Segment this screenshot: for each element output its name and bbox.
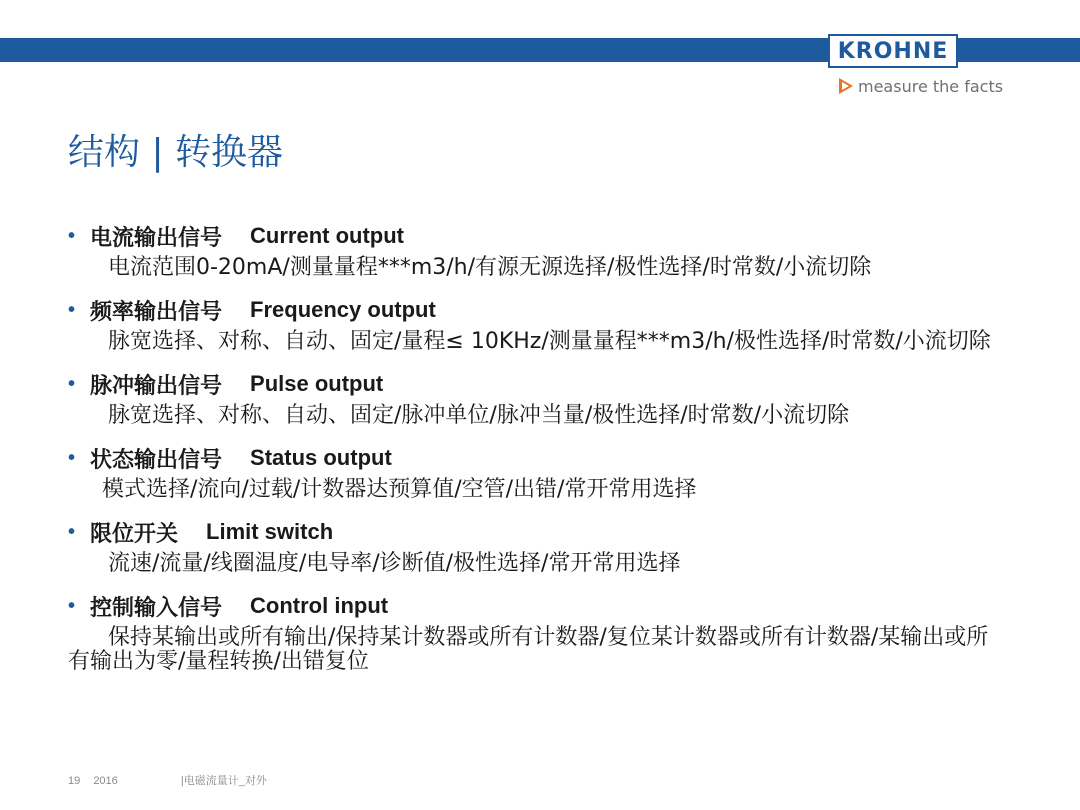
footer-doc-label: |电磁流量计_对外 [180,775,267,787]
heading-chinese: 状态输出信号 [90,447,223,473]
page-number: 19 [68,775,81,787]
heading-chinese: 控制输入信号 [90,595,223,621]
bullet-icon: • [68,594,76,617]
bullet-icon: • [68,224,76,247]
item-detail: 脉宽选择、对称、自动、固定/量程≤ 10KHz/测量量程***m3/h/极性选择/时常数/小流切除 [108,329,991,354]
krohne-logo [828,34,958,68]
heading-english: Current output [250,223,404,248]
logo-text: KROHNE [837,38,949,64]
item-heading [68,588,1008,624]
heading-chinese: 脉冲输出信号 [90,373,223,399]
list-item-pulse-output [68,366,1008,428]
heading-english: Control input [250,593,389,618]
list-item-current-output [68,218,1008,280]
heading-chinese: 频率输出信号 [90,299,223,325]
list-item-status-output [68,440,1008,502]
item-detail: 保持某输出或所有输出/保持某计数器或所有计数器/复位某计数器或所有计数器/某输出或所有输出为零/量程转换/出错复位 [68,625,989,674]
item-heading [68,514,1008,550]
heading-english: Pulse output [250,371,384,396]
item-heading [68,440,1008,476]
heading-english: Frequency output [250,297,436,322]
heading-english: Limit switch [206,519,334,544]
heading-chinese: 限位开关 [90,521,179,547]
list-item-frequency-output [68,292,1008,354]
brand-tagline [838,76,1003,96]
item-detail: 电流范围0-20mA/测量量程***m3/h/有源无源选择/极性选择/时常数/小流切除 [108,255,872,280]
list-item-control-input [68,588,1008,674]
item-heading [68,218,1008,254]
list-item-limit-switch [68,514,1008,576]
heading-chinese: 电流输出信号 [90,225,223,251]
page-title: 结构 | 转换器 [68,132,284,173]
footer-year: 2016 [93,775,118,787]
bullet-icon: • [68,446,76,469]
tagline-text: measure the facts [858,76,1004,96]
item-heading [68,366,1008,402]
bullet-icon: • [68,298,76,321]
bullet-icon: • [68,372,76,395]
heading-english: Status output [250,445,392,470]
item-detail: 脉宽选择、对称、自动、固定/脉冲单位/脉冲当量/极性选择/时常数/小流切除 [108,403,850,428]
item-detail: 模式选择/流向/过载/计数器达预算值/空管/出错/常开常用选择 [102,477,697,502]
spec-list [68,218,1008,686]
arrow-play-icon [838,77,854,95]
item-heading [68,292,1008,328]
bullet-icon: • [68,520,76,543]
slide-footer [68,772,267,788]
item-detail: 流速/流量/线圈温度/电导率/诊断值/极性选择/常开常用选择 [108,551,681,576]
